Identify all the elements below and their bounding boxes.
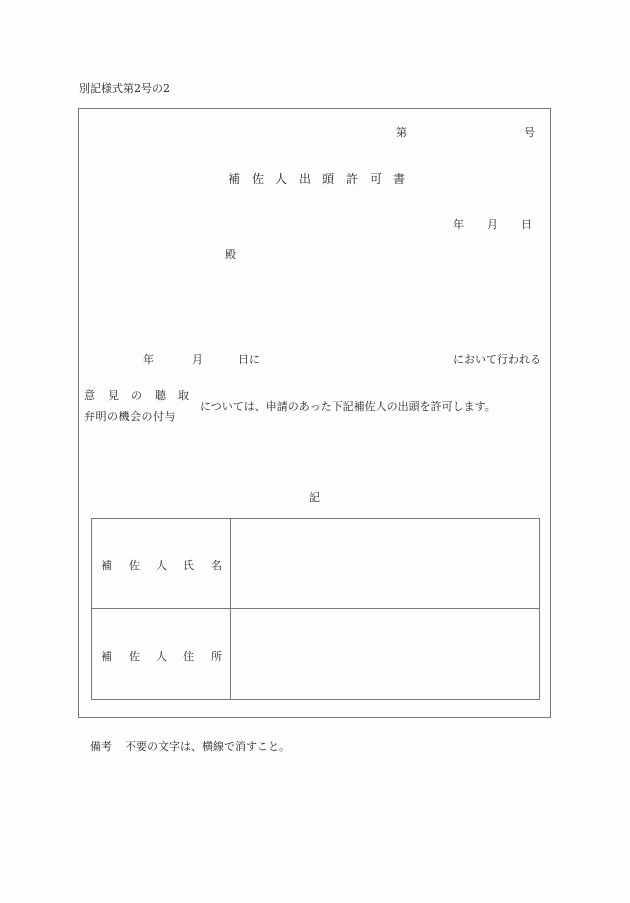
body-month: 月	[192, 353, 203, 366]
body-year: 年	[143, 353, 154, 366]
assistant-address-field[interactable]	[232, 609, 538, 698]
option-explanation: 弁明の機会の付与	[84, 410, 176, 423]
body-place-tail: において行われる	[453, 353, 541, 366]
number-prefix: 第	[396, 126, 407, 139]
note-text: 不要の文字は、横線で消すこと。	[125, 740, 290, 753]
form-number: 別記様式第2号の2	[79, 82, 170, 95]
date-day: 日	[521, 218, 532, 231]
addressee-suffix: 殿	[225, 248, 236, 261]
assistant-name-field[interactable]	[232, 519, 538, 607]
ki-heading: 記	[309, 491, 320, 504]
body-day: 日に	[238, 353, 260, 366]
note-label: 備考	[90, 740, 112, 753]
permission-sentence: については、申請のあった下記補佐人の出頭を許可します。	[200, 400, 496, 413]
date-month: 月	[487, 218, 498, 231]
number-suffix: 号	[524, 126, 535, 139]
table-column-divider	[230, 518, 231, 700]
date-year: 年	[453, 218, 464, 231]
